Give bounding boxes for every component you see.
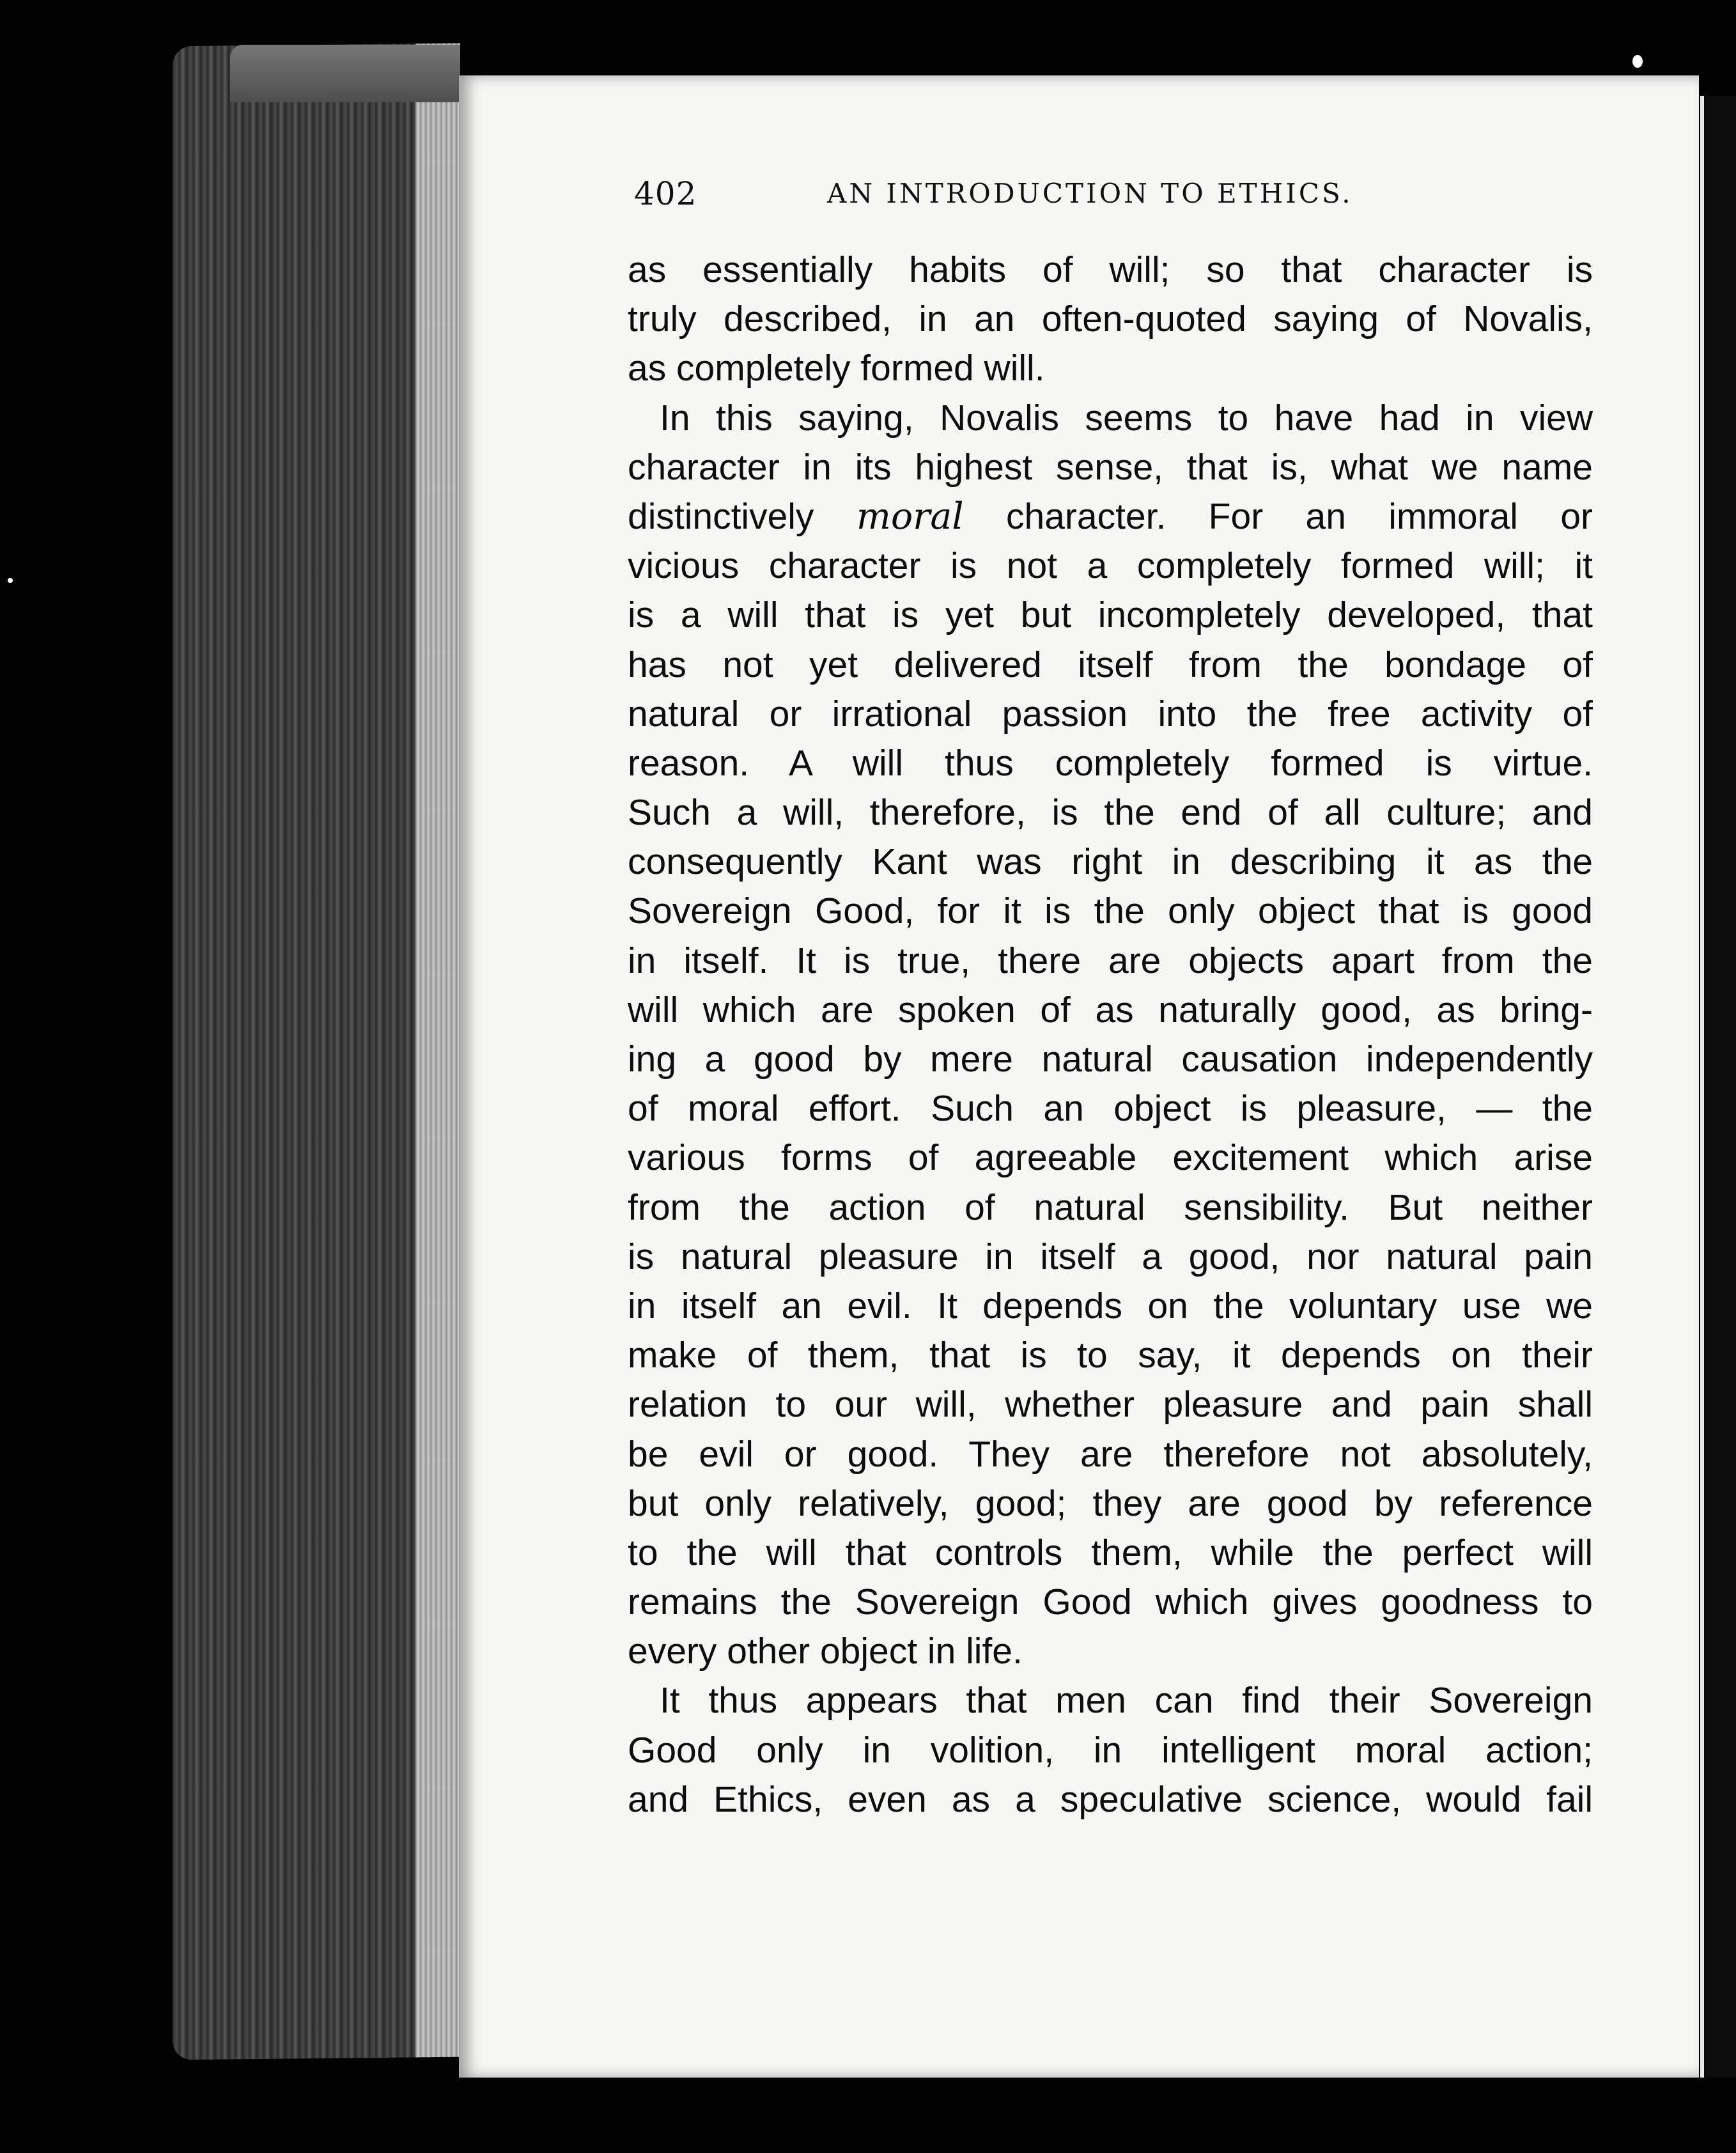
text-line: Such a will, therefore, is the end of all culture; and <box>628 792 1593 834</box>
text-line: Good only in volition, in intelligent moral action; <box>628 1729 1593 1771</box>
text-line: various forms of agreeable excitement which arise <box>628 1137 1593 1179</box>
text-line: as completely formed will. <box>628 348 1045 389</box>
book-edge-top <box>230 45 460 102</box>
text-line: in itself. It is true, there are objects apart from the <box>628 940 1593 981</box>
text-line: has not yet delivered itself from the bondage of <box>628 644 1593 685</box>
dust-speck <box>8 578 13 583</box>
text-line: but only relatively, good; they are good by reference <box>628 1482 1593 1524</box>
text-line: to the will that controls them, while the perfect will <box>628 1532 1593 1573</box>
italic-word: moral <box>856 495 964 538</box>
text-line: remains the Sovereign Good which gives goodness to <box>628 1582 1593 1623</box>
text-line: truly described, in an often-quoted saying of Novalis, <box>628 299 1593 340</box>
text-line: It thus appears that men can find their Sovereign <box>660 1680 1593 1722</box>
text-line: as essentially habits of will; so that character is <box>628 249 1593 290</box>
text-line: reason. A will thus completely formed is virtue. <box>628 742 1593 784</box>
text-line: vicious character is not a completely formed will; it <box>628 545 1593 587</box>
text-line: will which are spoken of as naturally good, as bring- <box>628 989 1593 1030</box>
body-text <box>628 245 1593 1824</box>
page-number: 402 <box>634 175 697 212</box>
text-line: of moral effort. Such an object is pleasure, — the <box>628 1088 1593 1130</box>
text-line: in itself an evil. It depends on the voluntary use we <box>628 1285 1593 1326</box>
text-fragment: distinctively <box>628 495 814 537</box>
text-line: be evil or good. They are therefore not absolutely, <box>628 1433 1593 1475</box>
facing-page-edge <box>1700 96 1736 2078</box>
running-head-title: AN INTRODUCTION TO ETHICS. <box>827 178 1353 209</box>
running-head <box>634 175 1416 220</box>
text-line-with-italic <box>628 492 1593 541</box>
text-line: consequently Kant was right in describing it as the <box>628 841 1593 883</box>
text-line: relation to our will, whether pleasure and pain shall <box>628 1384 1593 1426</box>
dust-speck <box>1632 55 1643 68</box>
text-line: In this saying, Novalis seems to have had in view <box>660 397 1593 439</box>
text-fragment: character. For an immoral or <box>1006 495 1593 537</box>
text-line: character in its highest sense, that is, what we name <box>628 446 1593 488</box>
book-page-edges <box>173 43 460 2060</box>
text-line: make of them, that is to say, it depends on their <box>628 1335 1593 1376</box>
text-line: and Ethics, even as a speculative science, would fail <box>628 1778 1593 1820</box>
text-line: from the action of natural sensibility. But neither <box>628 1186 1593 1228</box>
text-line: is a will that is yet but incompletely developed, that <box>628 595 1593 636</box>
text-line: ing a good by mere natural causation independently <box>628 1039 1593 1080</box>
text-line: Sovereign Good, for it is the only object that is good <box>628 890 1593 932</box>
text-line: natural or irrational passion into the free activity of <box>628 693 1593 735</box>
text-line: is natural pleasure in itself a good, nor natural pain <box>628 1236 1593 1277</box>
text-line: every other object in life. <box>628 1631 1023 1672</box>
